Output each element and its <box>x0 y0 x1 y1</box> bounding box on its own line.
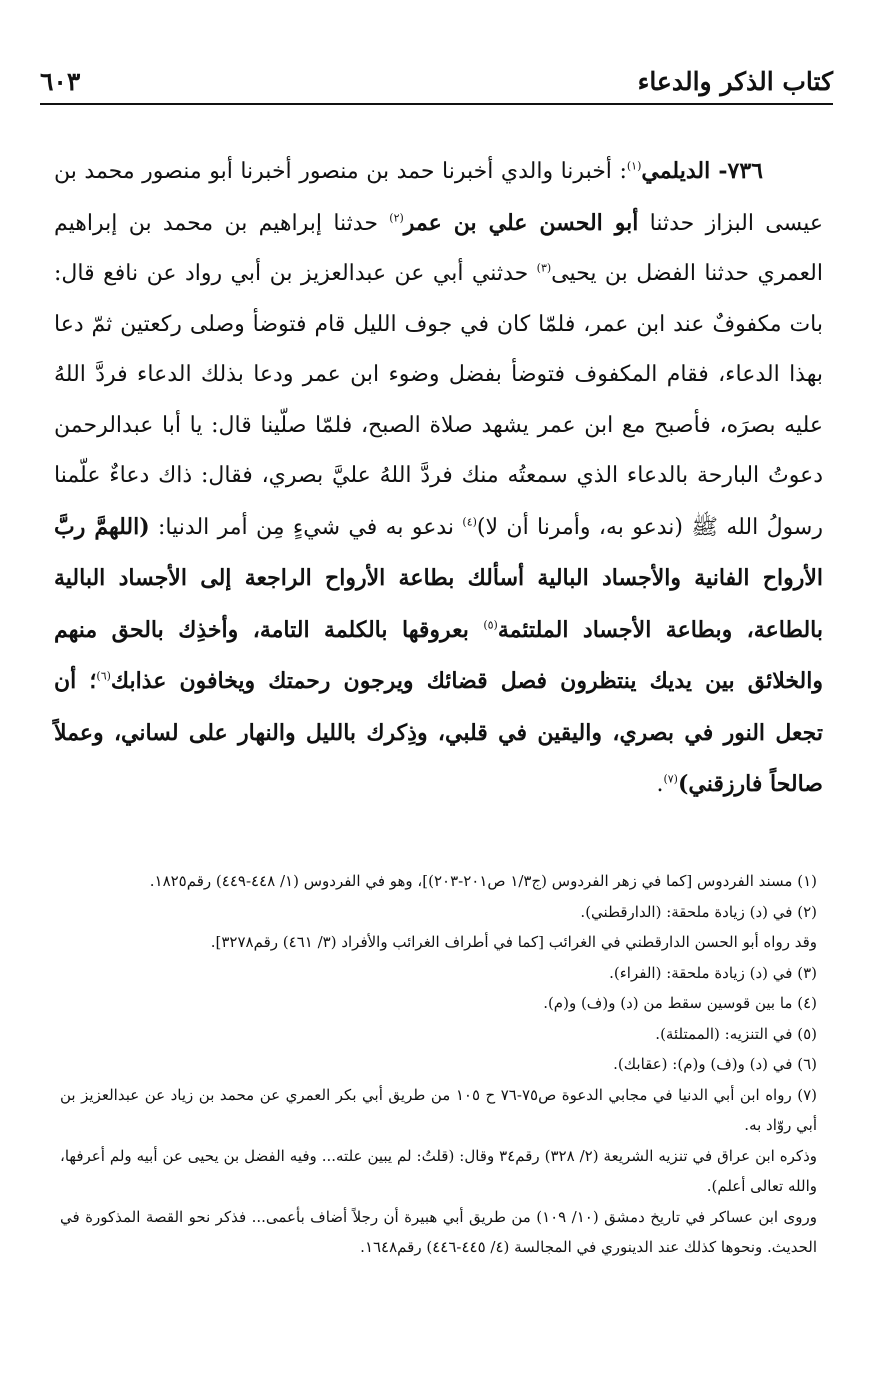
footnote-3: (٣) في (د) زيادة ملحقة: (الفراء). <box>609 963 817 982</box>
hadith-paragraph <box>54 146 823 811</box>
footnote-6: (٦) في (د) و(ف) و(م): (عقابك). <box>613 1055 817 1073</box>
footnote-1: (١) مسند الفردوس [كما في زهر الفردوس (ج١/٣ ص٢٠١-٢٠٣)]، وهو في الفردوس (١/ ٤٤٨-٤٤٩) رقم١٨٢٥. <box>149 872 817 890</box>
end-period: . <box>656 772 664 797</box>
narration-text: حدثني أبي عن عبدالعزيز بن أبي رواد عن نافع قال: بات مكفوفٌ عند ابن عمر، فلمّا كان في جوف الليل قام فتوضأ وصلى ركعتين ثمّ دعا بهذا الدعاء، فقام المكفوف فتوضأ بفضل وضوء ابن عمر ودعا بذلك الدعاء فردَّ اللهُ عليه بصرَه، فأصبح مع ابن عمر يشهد صلاة الصبح، فلمّا صلّينا قال: يا أبا عبدالرحمن دعوتُ البارحة بالدعاء الذي سمعتُه منك فردَّ اللهُ عليَّ بصري، فقال: ذاك دعاءٌ علّمنا رسولُ الله ﷺ (ندعو به، وأمرنا أن لا) <box>54 261 823 540</box>
footnote-ref-2: (٢) <box>389 211 404 225</box>
footnote-ref-5: (٥) <box>483 618 498 632</box>
footnote-ref-1: (١) <box>626 159 642 173</box>
dua-text-3: ؛ أن تجعل النور في بصري، واليقين في قلبي، وذِكرك بالليل والنهار على لساني، وعملاً صالحاً فارزقني) <box>54 668 823 797</box>
page-header <box>40 56 833 96</box>
footnote-ref-7: (٧) <box>663 772 678 786</box>
footnote-ref-3: (٣) <box>536 261 552 275</box>
footnote-ref-6: (٦) <box>96 669 111 683</box>
footnote-5: (٥) في التنزيه: (الممتلئة). <box>655 1024 817 1043</box>
footnotes <box>60 866 817 1263</box>
isnad-text-2: حدثنا إبراهيم بن محمد بن إبراهيم العمري حدثنا الفضل بن يحيى <box>54 210 823 286</box>
footnote-4: (٤) ما بين قوسين سقط من (د) و(ف) و(م). <box>543 994 817 1012</box>
running-title: كتاب الذكر والدعاء <box>637 67 833 96</box>
header-rule <box>40 103 833 105</box>
footnote-7: (٧) رواه ابن أبي الدنيا في مجابي الدعوة ص٧٥-٧٦ ح ١٠٥ من طريق أبي بكر العمري عن محمد بن زياد عن عبدالعزيز بن أبي روّاد به. <box>60 1085 818 1134</box>
footnote-7-cont-2: وروى ابن عساكر في تاريخ دمشق (١٠/ ١٠٩) من طريق أبي هبيرة أن رجلاً أضاف بأعمى... فذكر نحو القصة المذكورة في الحديث. ونحوها كذلك عند الدينوري في المجالسة (٤/ ٤٤٥-٤٤٦) رقم١٦٤٨. <box>60 1207 818 1256</box>
footnote-ref-4: (٤) <box>462 515 477 529</box>
narration-text-2: ندعو به في شيءٍ مِن أمر الدنيا: <box>149 514 463 540</box>
dua-text-2: بعروقها بالكلمة التامة، وأخذِك بالحق منهم والخلائق بين يديك ينتظرون فصل قضائك ويرجون رحمتك ويخافون عذابك <box>54 616 823 694</box>
main-text <box>54 146 823 811</box>
entry-number: ٧٣٦- الديلمي <box>641 158 763 184</box>
footnote-2-cont: وقد رواه أبو الحسن الدارقطني في الغرائب [كما في أطراف الغرائب والأفراد (٣/ ٤٦١) رقم٣٢٧٨]. <box>210 933 817 951</box>
footnote-7-cont-1: وذكره ابن عراق في تنزيه الشريعة (٢/ ٣٢٨) رقم٣٤ وقال: (قلتُ: لم يبين علته... وفيه الفضل بن يحيى عن أبيه ولم أعرفها، والله تعالى أعلم). <box>60 1146 817 1195</box>
footnote-2: (٢) في (د) زيادة ملحقة: (الدارقطني). <box>580 902 817 921</box>
dua-text-1: (اللهمَّ ربَّ الأرواح الفانية والأجساد البالية أسألك بطاعة الأرواح الراجعة إلى الأجساد البالية بالطاعة، وبطاعة الأجساد الملتئمة <box>54 513 823 643</box>
narrator-name: أبو الحسن علي بن عمر <box>403 209 639 236</box>
isnad-text-1: : أخبرنا والدي أخبرنا حمد بن منصور أخبرنا أبو منصور محمد بن عيسى البزاز حدثنا <box>54 159 823 236</box>
page-number: ٦٠٣ <box>40 67 81 96</box>
